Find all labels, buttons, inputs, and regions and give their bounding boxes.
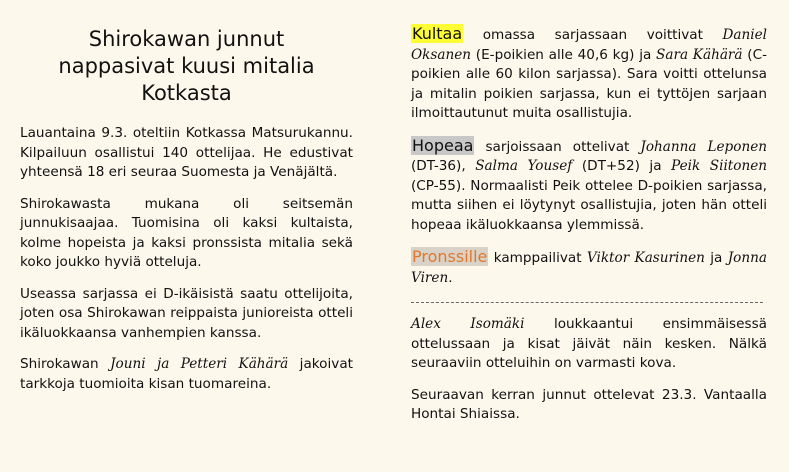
bronze-text-3: . [448,269,453,286]
bronze-label: Pronssille [412,247,488,266]
paragraph-intro: Lauantaina 9.3. oteltiin Kotkassa Matsurukannu. Kilpailuun osallistui 140 ottelijaa. He edustivat yhteensä 18 eri seuraa Suomesta ja Venäjältä. [20,125,353,180]
bronze-text-1: kamppailivat [488,250,587,266]
paragraph-bronze [411,247,767,288]
injury-text: loukkaantui ensimmäisessä ottelussaan ja kisat jäivät näin kesken. Nälkä seuraaviin otteluihin on varmasti kova. [411,316,767,371]
gold-text-2: (E-poikien alle 40,6 kg) ja [471,46,657,63]
referee-names: Jouni ja Petteri Kähärä [110,356,289,372]
paragraph-age-classes: Useassa sarjassa ei D-ikäisistä saatu ottelijoita, joten osa Shirokawan reippaista junioreista otteli ikäluokkaansa vanhempien kanssa. [20,285,353,341]
paragraph-gold [411,24,767,124]
gold-name-2: Sara Kähärä [656,46,743,63]
gold-label: Kultaa [412,24,463,43]
silver-name-1: Johanna Leponen [640,138,767,155]
title-line-3: Kotkasta [141,81,232,105]
title-line-1: Shirokawan junnut [88,27,285,51]
silver-text-4: (CP-55). Normaalisti Peik ottelee D-poikien sarjassa, mutta siihen ei löytynyt osallistujia, joten hän otteli hopeaa ikäluokkaansa ylemmissä. [411,177,767,233]
left-column [20,0,353,394]
paragraph-injury [411,315,767,374]
gold-text-1: omassa sarjassaan voittivat [463,27,723,43]
bronze-name-1: Viktor Kasurinen [586,250,705,266]
title-line-2: nappasivat kuusi mitalia [58,54,315,78]
bronze-text-2: ja [704,250,728,266]
silver-text-3: (DT+52) ja [572,158,672,174]
paragraph-silver [411,136,767,236]
silver-text-2: (DT-36), [411,158,476,174]
silver-name-3: Peik Siitonen [671,158,768,174]
referees-post: jakoivat tarkkoja tuomioita kisan tuomareina. [20,356,353,392]
gold-text-3: (C-poikien alle 60 kilon sarjassa). Sara voitti ottelunsa ja mitalin poikien sarjassa, kun ei tyttöjen sarjaan ilmoittautunut muita osallistujia. [411,46,767,121]
referees-pre: Shirokawan [20,356,111,372]
injured-name: Alex Isomäki [411,316,525,332]
paragraph-participants: Shirokawasta mukana oli seitsemän junnukisaajaa. Tuomisina oli kaksi kultaista, kolme hopeista ja kaksi pronssista mitalia sekä koko joukko hyviä otteluja. [20,195,353,270]
bronze-name-2: Jonna Viren [411,250,767,286]
silver-text-1: sarjoissaan ottelivat [474,138,641,155]
dashed-divider [411,302,763,303]
paragraph-next-event: Seuraavan kerran junnut ottelevat 23.3. Vantaalla Hontai Shiaissa. [411,386,767,422]
article-title [20,26,353,107]
right-column [411,0,767,425]
gold-name-1: Daniel Oksanen [411,27,767,63]
silver-name-2: Salma Yousef [475,158,573,174]
paragraph-referees [20,355,353,394]
silver-label: Hopeaa [412,135,474,155]
